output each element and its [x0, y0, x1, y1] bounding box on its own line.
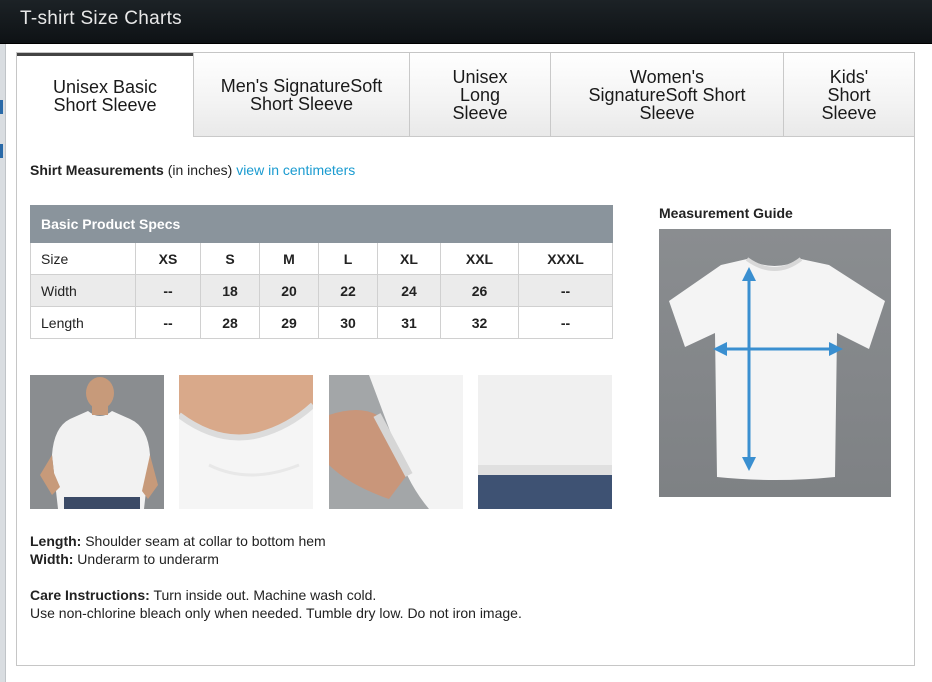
care-note-label: Care Instructions:: [30, 587, 150, 603]
model-front-photo: [30, 375, 164, 509]
background-window-edge: [0, 44, 6, 682]
table-cell: --: [519, 275, 613, 307]
edge-marker: [0, 144, 3, 158]
tab-unisex-basic-short-sleeve[interactable]: Unisex Basic Short Sleeve: [17, 53, 193, 137]
product-photos: [30, 375, 613, 509]
hem-closeup-photo: [478, 375, 612, 509]
size-header: M: [260, 243, 319, 275]
tab-womens-signaturesoft-short-sleeve[interactable]: Women's SignatureSoft Short Sleeve: [550, 53, 783, 137]
table-cell: 28: [201, 307, 260, 339]
length-note-label: Length:: [30, 533, 82, 549]
table-cell: 30: [319, 307, 378, 339]
specs-table-caption: Basic Product Specs: [31, 206, 613, 243]
table-row: [31, 243, 613, 275]
size-header: XXXL: [519, 243, 613, 275]
measurement-guide-title: Measurement Guide: [659, 205, 793, 221]
measurement-guide-image: [659, 229, 891, 497]
tab-bar: [17, 53, 914, 137]
table-cell: --: [519, 307, 613, 339]
specs-table: [30, 205, 613, 339]
table-cell: --: [136, 275, 201, 307]
edge-marker: [0, 100, 3, 114]
measurements-title: Shirt Measurements: [30, 162, 164, 178]
tab-kids-short-sleeve[interactable]: Kids' Short Sleeve: [783, 53, 914, 137]
width-row-label: Width: [31, 275, 136, 307]
table-cell: 24: [378, 275, 441, 307]
care-note-text: Turn inside out. Machine wash cold.: [149, 587, 377, 603]
collar-closeup-photo: [179, 375, 313, 509]
table-cell: --: [136, 307, 201, 339]
size-header: XL: [378, 243, 441, 275]
table-row: [31, 307, 613, 339]
tab-unisex-long-sleeve[interactable]: Unisex Long Sleeve: [409, 53, 550, 137]
table-cell: 20: [260, 275, 319, 307]
size-header: S: [201, 243, 260, 275]
width-note-label: Width:: [30, 551, 74, 567]
table-cell: 29: [260, 307, 319, 339]
size-header: L: [319, 243, 378, 275]
size-row-label: Size: [31, 243, 136, 275]
table-row: [31, 275, 613, 307]
window-titlebar: [0, 0, 932, 44]
care-note-line-2: Use non-chlorine bleach only when needed. Tumble dry low. Do not iron image.: [30, 605, 522, 621]
table-cell: 18: [201, 275, 260, 307]
size-header: XXL: [441, 243, 519, 275]
care-note: [30, 586, 522, 604]
spacer: [30, 568, 522, 586]
length-note: [30, 532, 522, 550]
table-cell: 31: [378, 307, 441, 339]
length-note-text: Shoulder seam at collar to bottom hem: [81, 533, 326, 549]
tab-mens-signaturesoft-short-sleeve[interactable]: Men's SignatureSoft Short Sleeve: [193, 53, 409, 137]
size-chart-panel: [16, 52, 915, 666]
width-note: [30, 550, 522, 568]
size-header: XS: [136, 243, 201, 275]
table-cell: 26: [441, 275, 519, 307]
width-note-text: Underarm to underarm: [73, 551, 219, 567]
table-cell: 22: [319, 275, 378, 307]
notes: [30, 532, 522, 622]
window-title: T-shirt Size Charts: [20, 8, 182, 29]
length-row-label: Length: [31, 307, 136, 339]
unit-note: (in inches): [163, 162, 237, 178]
sleeve-closeup-photo: [329, 375, 463, 509]
measurements-heading: [30, 162, 355, 178]
table-cell: 32: [441, 307, 519, 339]
view-in-centimeters-link[interactable]: view in centimeters: [236, 162, 356, 178]
